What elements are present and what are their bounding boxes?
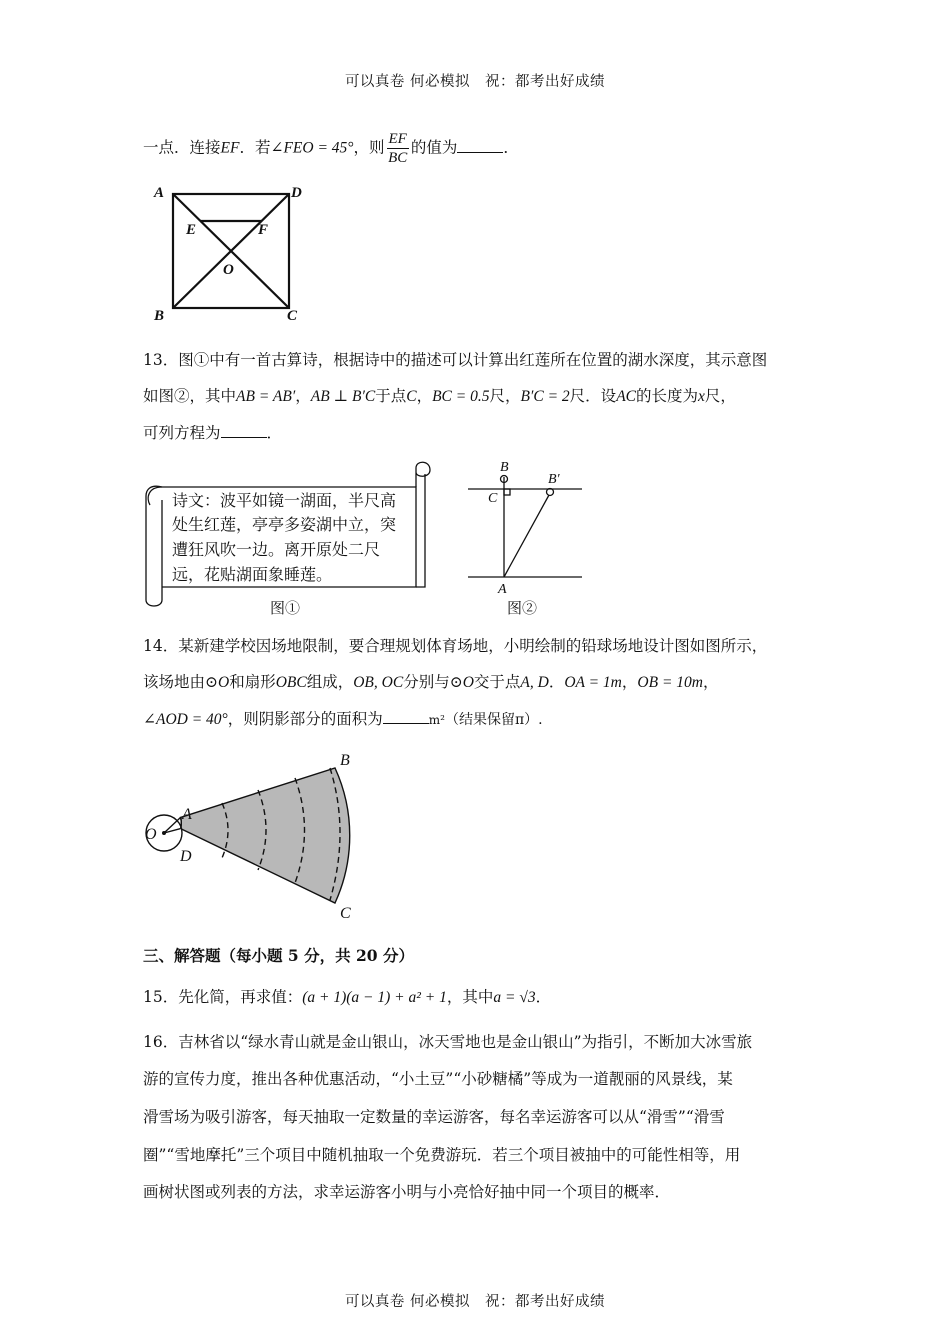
q12-part3: ，则 [353,138,385,157]
scroll-right-roll [416,462,430,487]
label-a2: A [498,582,507,597]
label-c2: C [488,491,498,506]
label-d: D [291,185,302,201]
q12-part2: ．若 [239,138,271,157]
q14-l2h: O [462,674,474,691]
right-angle-mark [504,489,510,495]
shaded-region [181,768,350,903]
q14-line2 [143,672,719,693]
q14-l2f: OB, OC [353,674,404,691]
q12-fraction [387,130,409,167]
q14-l2b: O [218,674,230,691]
q13-l2g: ， [416,387,433,405]
q13-l2m: 的长度为 [636,387,699,405]
center-point-o [162,831,166,835]
q14-l2a: 该场地由⊙ [143,673,218,691]
q14-l3c: m² [428,713,445,727]
q13-answer-blank[interactable] [221,423,267,438]
q13-l2h: BC = 0.5 [432,388,490,405]
q15-t2: ，其中 [446,988,494,1006]
label-o: O [223,262,234,278]
q13-l2l: AC [616,388,636,405]
label-f: F [258,222,269,238]
q12-text [143,130,519,167]
q12-part4: 的值为 [410,138,458,157]
q14-l2j: A, D [520,674,549,691]
poem-line-2: 处生红莲，亭亭多姿湖中立，突 [172,517,397,534]
q12-ef: EF [220,139,240,157]
q14-l2l: OA = 1m [564,674,622,691]
q15-t1: 15．先化简，再求值： [143,988,303,1006]
label-b2: B [500,460,509,475]
q14-l3b: ，则阴影部分的面积为 [227,710,383,728]
q13-l3-end: ． [266,424,283,442]
q13-line1: 13．图①中有一首古算诗，根据诗中的描述可以计算出红莲所在位置的湖水深度，其示意图 [143,351,768,369]
q12-angle: ∠FEO = 45° [270,139,354,157]
q15-expr: (a + 1)(a − 1) + a² + 1 [302,989,447,1006]
label-b3: B [340,752,350,769]
q13-l2b: AB = AB′ [236,388,296,405]
page-footer: 可以真卷 何必模拟 祝：都考出好成绩 [344,1294,606,1310]
label-o3: O [145,826,157,843]
q14-l2c: 和扇形 [229,673,276,691]
fig1-caption: 图① [270,599,301,617]
q16-line-2: 游的宣传力度，推出各种优惠活动，“小土豆”“小砂糖橘”等成为一道靓丽的风景线，某 [143,1070,733,1088]
label-e: E [186,222,197,238]
label-a: A [154,185,165,201]
q14-sector-figure [140,748,380,923]
q12-answer-blank[interactable] [457,138,503,153]
label-a3: A [182,806,192,823]
q13-line3 [143,423,282,443]
q14-l3d: （结果保留π）. [444,712,543,728]
q16-line-5: 画树状图或列表的方法，求幸运游客小明与小亮恰好抽中同一个项目的概率． [143,1183,671,1201]
q16-line-1: 16．吉林省以“绿水青山就是金山银山，冰天雪地也是金山银山”为指引，不断加大冰雪旅 [143,1033,753,1051]
q13-l3: 可列方程为 [143,424,221,442]
q16-line-4: 圈”“雪地摩托”三个项目中随机抽取一个免费游玩．若三个项目被抽中的可能性相等，用 [143,1146,741,1164]
q15-cond: a = √3 [493,989,536,1006]
q14-l2i: 交于点 [473,673,521,691]
scroll-right-edge [416,474,425,587]
q13-line2 [143,386,736,407]
q13-l2j: B′C = 2 [520,388,570,405]
q15-end: ． [535,988,552,1006]
segment-ab-prime [504,495,549,577]
q14-l2o: ， [702,673,719,691]
q16-line-3: 滑雪场为吸引游客，每天抽取一定数量的幸运游客，每名幸运游客可以从“滑雪”“滑雪 [143,1108,725,1126]
q14-l2m: ， [621,673,638,691]
q15-text [143,987,551,1008]
q13-l2k: 尺．设 [569,387,617,405]
section-3-title: 三、解答题（每小题 5 分，共 20 分） [143,946,414,965]
q14-line3 [143,709,543,730]
q13-l2o: 尺， [704,387,736,405]
q12-frac-den: BC [388,150,408,166]
q14-l2d: OBC [275,674,307,691]
q14-l2e: 组成， [306,673,354,691]
q12-part1: 一点．连接 [143,138,221,157]
label-b: B [154,308,165,324]
q14-l2k: ． [548,673,565,691]
q13-l2d: AB ⊥ B′C [310,388,376,405]
q14-l2g: 分别与⊙ [403,673,463,691]
label-b-prime: B′ [548,472,560,487]
q13-scroll-figure [140,460,440,620]
q12-frac-num: EF [388,131,407,147]
poem-line-3: 遭狂风吹一边。离开原处二尺 [172,542,381,559]
label-d3: D [180,848,192,865]
page-header: 可以真卷 何必模拟 祝：都考出好成绩 [344,74,606,90]
q13-l2e: 于点 [375,387,407,405]
q14-l3a: ∠AOD = 40° [143,711,228,728]
poem-line-4: 远，花贴湖面象睡莲。 [172,567,333,584]
label-c3: C [340,905,351,922]
q13-l2i: 尺， [489,387,521,405]
fig2-caption: 图② [507,599,538,617]
q13-l2c: ， [295,387,311,405]
scroll-left-roll [146,486,162,606]
q13-l2f: C [406,388,417,405]
q13-l2n: x [698,388,705,405]
q14-l2n: OB = 10m [637,674,703,691]
q13-lotus-figure [460,455,590,620]
q12-square-figure [150,180,310,325]
poem-line-1: 诗文：波平如镜一湖面，半尺高 [172,493,397,510]
q12-end: ． [503,138,519,157]
q14-line1: 14．某新建学校因场地限制，要合理规划体育场地，小明绘制的铅球场地设计图如图所示， [143,637,768,655]
q14-answer-blank[interactable] [383,709,429,724]
label-c: C [287,308,298,324]
q13-l2a: 如图②，其中 [143,387,237,405]
scroll-left-curl-top [148,487,162,505]
